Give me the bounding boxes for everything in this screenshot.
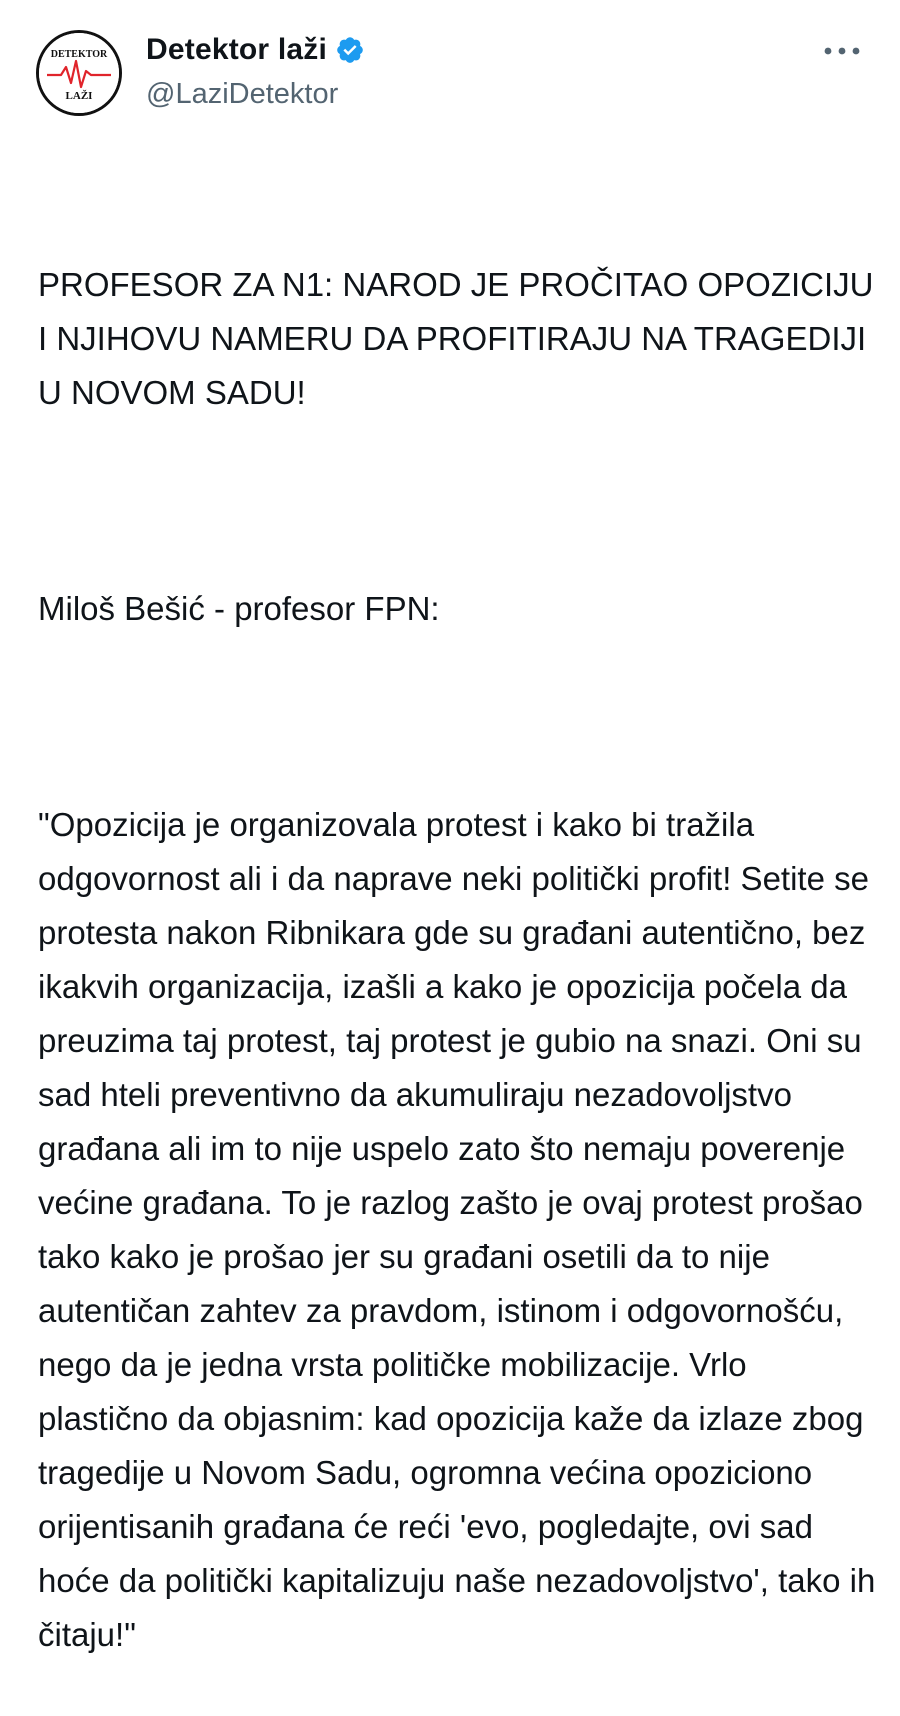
avatar-logo-icon [39,33,119,113]
avatar-text-bottom: LAŽI [65,90,93,102]
author-name-row [146,30,365,70]
tweet-header [0,0,900,130]
author-display-name[interactable]: Detektor laži [146,33,327,66]
avatar-text-top: DETEKTOR [50,49,108,60]
tweet-text [38,150,885,1716]
more-options-button[interactable] [820,36,864,66]
tweet-attribution: Miloš Bešić - profesor FPN: [38,590,440,627]
verified-badge-icon [335,35,365,65]
more-horizontal-icon [822,46,862,56]
tweet-quote: "Opozicija je organizovala protest i kako bi tražila odgovornost ali i da naprave neki politički profit! Setite se protesta nakon Ribnikara gde su građani autentično, bez ikakvih organizacija, izašli a kako je opozicija počela da preuzima taj protest, taj protest je gubio na snazi. Oni su sad hteli preventivno da akumuliraju nezadovoljstvo građana ali im to nije uspelo zato što nemaju poverenje većine građana. To je razlog zašto je ovaj protest prošao tako kako je prošao jer su građani osetili da to nije autentičan zahtev za pravdom, istinom i odgovornošću, nego da je jedna vrsta političke mobilizacije. Vrlo plastično da objasnim: kad opozicija kaže da izlaze zbog tragedije u Novom Sadu, ogromna većina opoziciono orijentisanih građana će reći 'evo, pogledajte, ovi sad hoće da politički kapitalizuju naše nezadovoljstvo', tako ih čitaju!" [38,806,885,1653]
author-handle[interactable]: @LaziDetektor [146,78,339,110]
avatar[interactable] [36,30,122,116]
tweet-headline: PROFESOR ZA N1: NAROD JE PROČITAO OPOZICIJU I NJIHOVU NAMERU DA PROFITIRAJU NA TRAGEDIJI U NOVOM SADU! [38,266,883,411]
